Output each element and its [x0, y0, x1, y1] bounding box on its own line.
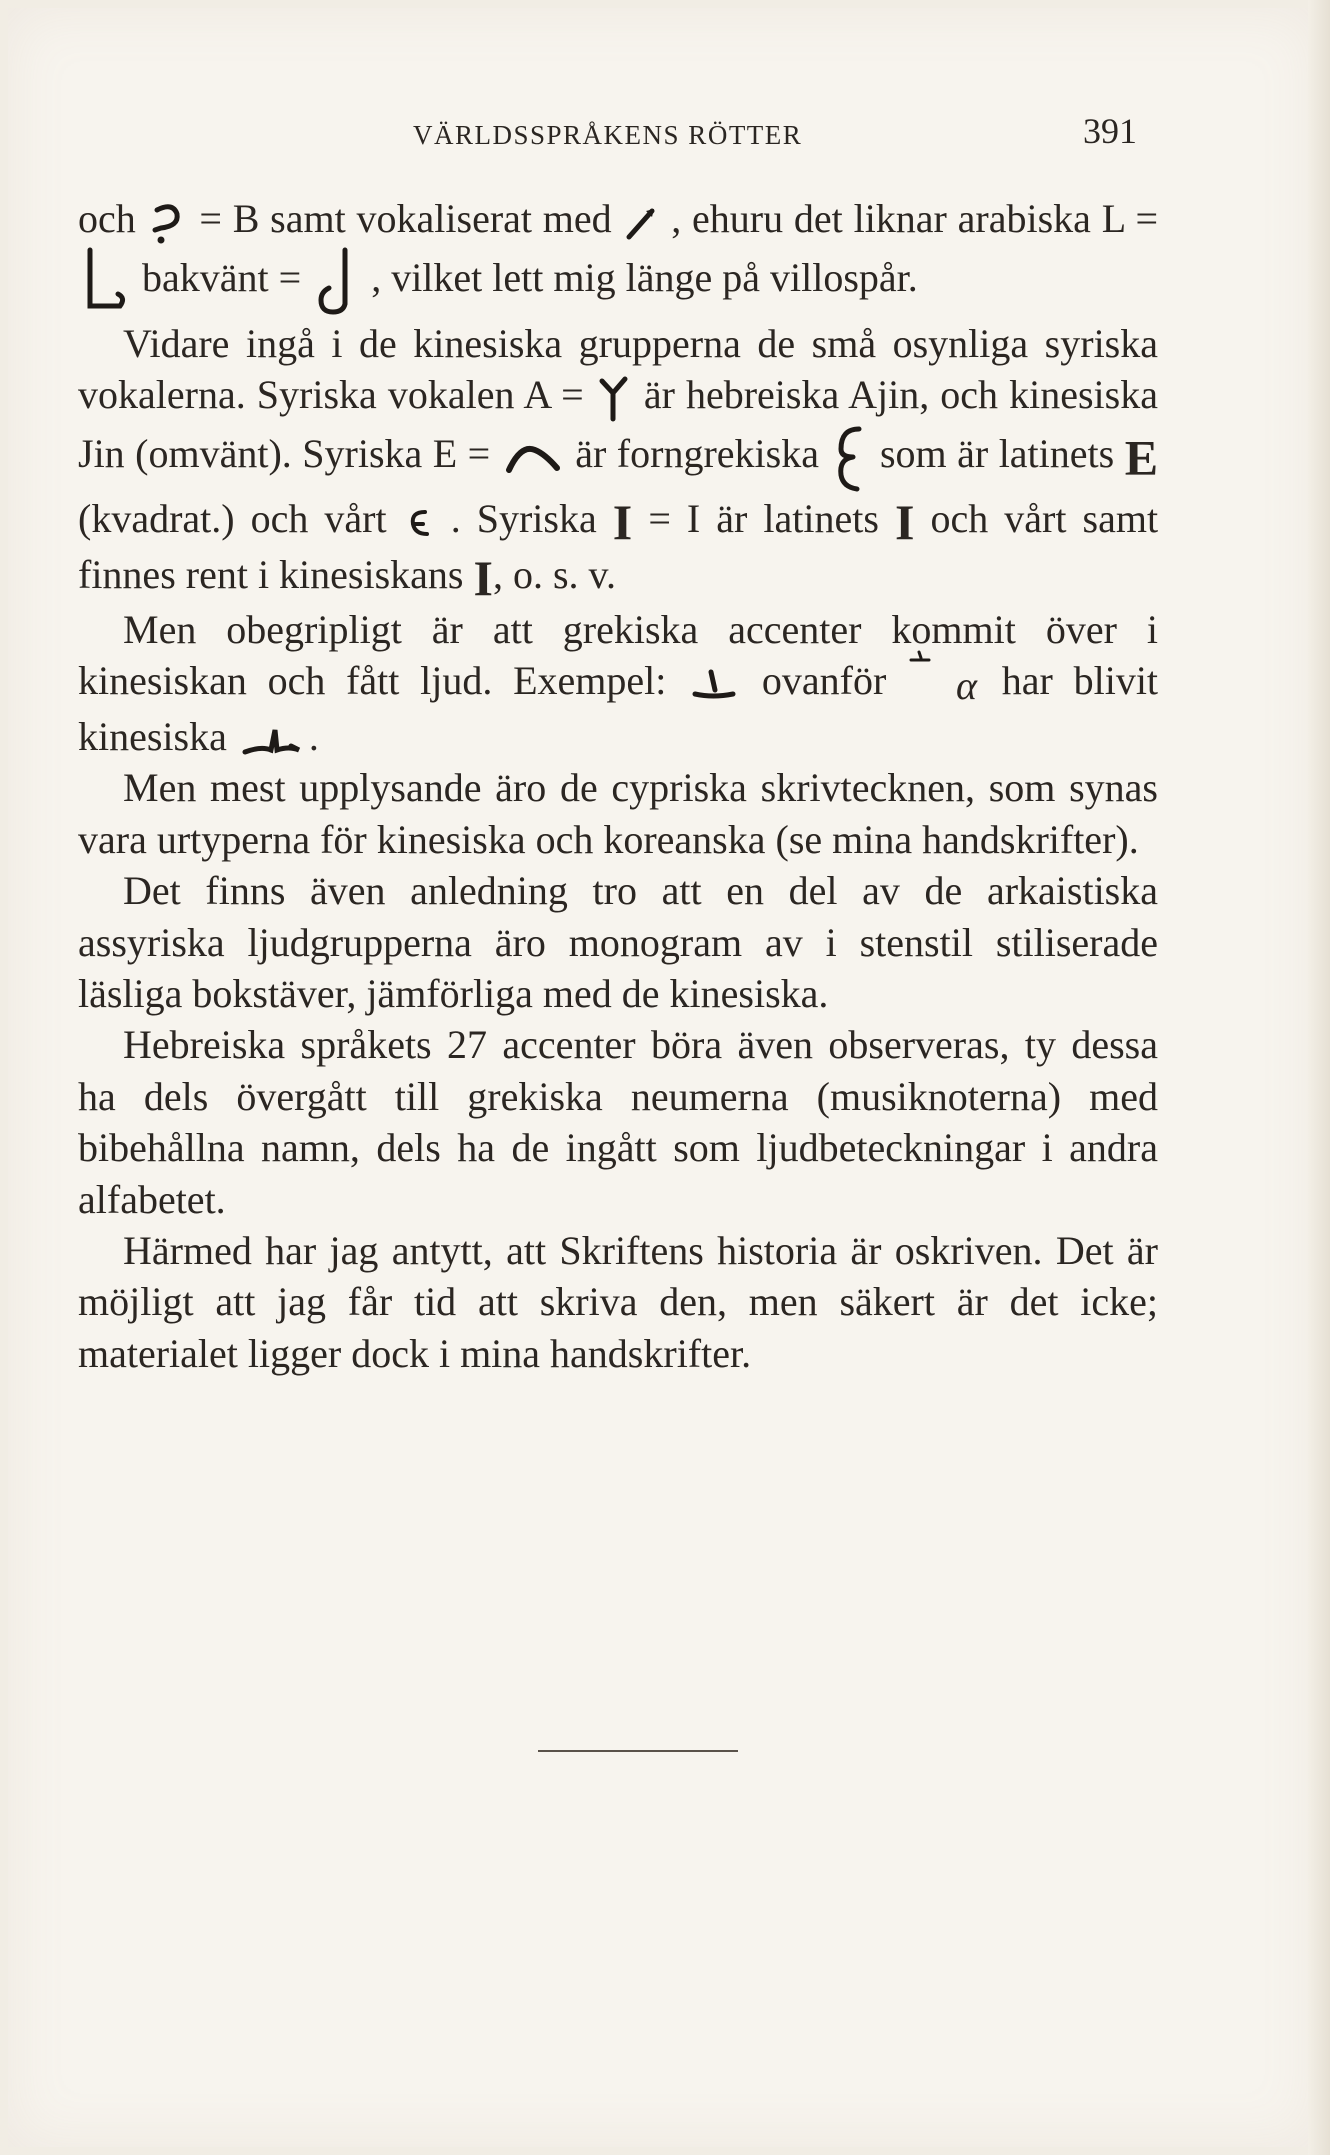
text-span: är forngrekiska: [575, 431, 819, 477]
syriac-b-glyph: [151, 200, 185, 246]
greek-epsilon-glyph: [833, 423, 865, 493]
arabic-lam-glyph: [82, 246, 128, 318]
text-span: och: [78, 196, 136, 241]
chinese-glyph: [241, 724, 305, 758]
text-span: (kvadrat.) och vårt: [78, 496, 387, 542]
body-text: [78, 193, 1158, 1379]
syriac-i-glyph: I: [612, 494, 633, 551]
text-span: Men obegripligt är att grekiska accenter kommit över i kinesiskan och fått ljud. Exempel:: [78, 607, 1158, 704]
page-number: 391: [1083, 111, 1137, 151]
text-span: , o. s. v.: [492, 551, 616, 597]
text-span: har blivit kinesiska: [78, 658, 1159, 759]
text-span: är hebreiska Ajin, och kinesiska Jin (omvänt). Syriska E =: [78, 372, 1158, 477]
text-span: = I är latinets: [648, 496, 879, 542]
paragraph-4: Men mest upplysande äro de cypriska skrivtecknen, som synas vara urtyperna för kinesiska och koreanska (se mina handskrifter).: [78, 765, 1158, 862]
syriac-a-glyph: [599, 375, 629, 423]
latin-i-glyph: I: [894, 494, 915, 551]
accent-glyph: [691, 668, 737, 702]
text-span: , vilket lett mig länge på villospår.: [371, 255, 918, 300]
page-edge: [1308, 0, 1330, 2155]
paragraph-7: Härmed har jag antytt, att Skriftens historia är oskriven. Det är möjligt att jag får tid att skriva den, men säkert är det icke; materialet ligger dock i mina handskrifter.: [78, 1228, 1158, 1376]
text-span: bakvänt =: [142, 255, 302, 300]
small-e-glyph: [407, 508, 431, 538]
alpha-accent-glyph: [911, 660, 977, 711]
text-span: och vårt samt finnes rent i kinesiskans: [78, 496, 1159, 597]
text-span: Vidare ingå i de kinesiska grupperna de små osynliga syriska vokalerna. Syriska vokalen A =: [78, 320, 1158, 418]
chinese-i-glyph: I: [473, 549, 493, 606]
paragraph-6: Hebreiska språkets 27 accenter böra även observeras, ty dessa ha dels övergått till grekiska neumerna (musiknoterna) med bibehållna namn, dels ha de ingått som ljudbeteckningar i andra alfabetet.: [78, 1022, 1158, 1222]
syriac-e-glyph: [505, 440, 561, 476]
running-title: VÄRLDSSPRÅKENS RÖTTER: [413, 120, 803, 150]
paragraph-3: [78, 604, 1158, 762]
text-span: .: [308, 713, 319, 759]
text-span: som är latinets: [879, 431, 1115, 477]
text-span: , ehuru det liknar arabiska L =: [671, 196, 1159, 241]
text-span: = B samt vokaliserat med: [199, 196, 612, 241]
vowel-mark-glyph: [626, 205, 656, 241]
text-span: ovanför: [761, 658, 887, 704]
paragraph-1: [78, 193, 1158, 318]
closing-rule: [538, 1750, 738, 1752]
alpha-letter: α: [956, 662, 978, 708]
book-page: [8, 8, 1318, 2147]
latin-e-glyph: E: [1124, 429, 1159, 486]
reversed-lam-glyph: [315, 246, 357, 318]
paragraph-5: Det finns även anledning tro att en del av de arkaistiska assyriska ljudgrupperna äro monogram av i stenstil stiliserade läsliga bokstäver, jämförliga med de kinesiska.: [78, 868, 1158, 1017]
text-span: . Syriska: [450, 496, 597, 542]
paragraph-2: [78, 318, 1158, 604]
